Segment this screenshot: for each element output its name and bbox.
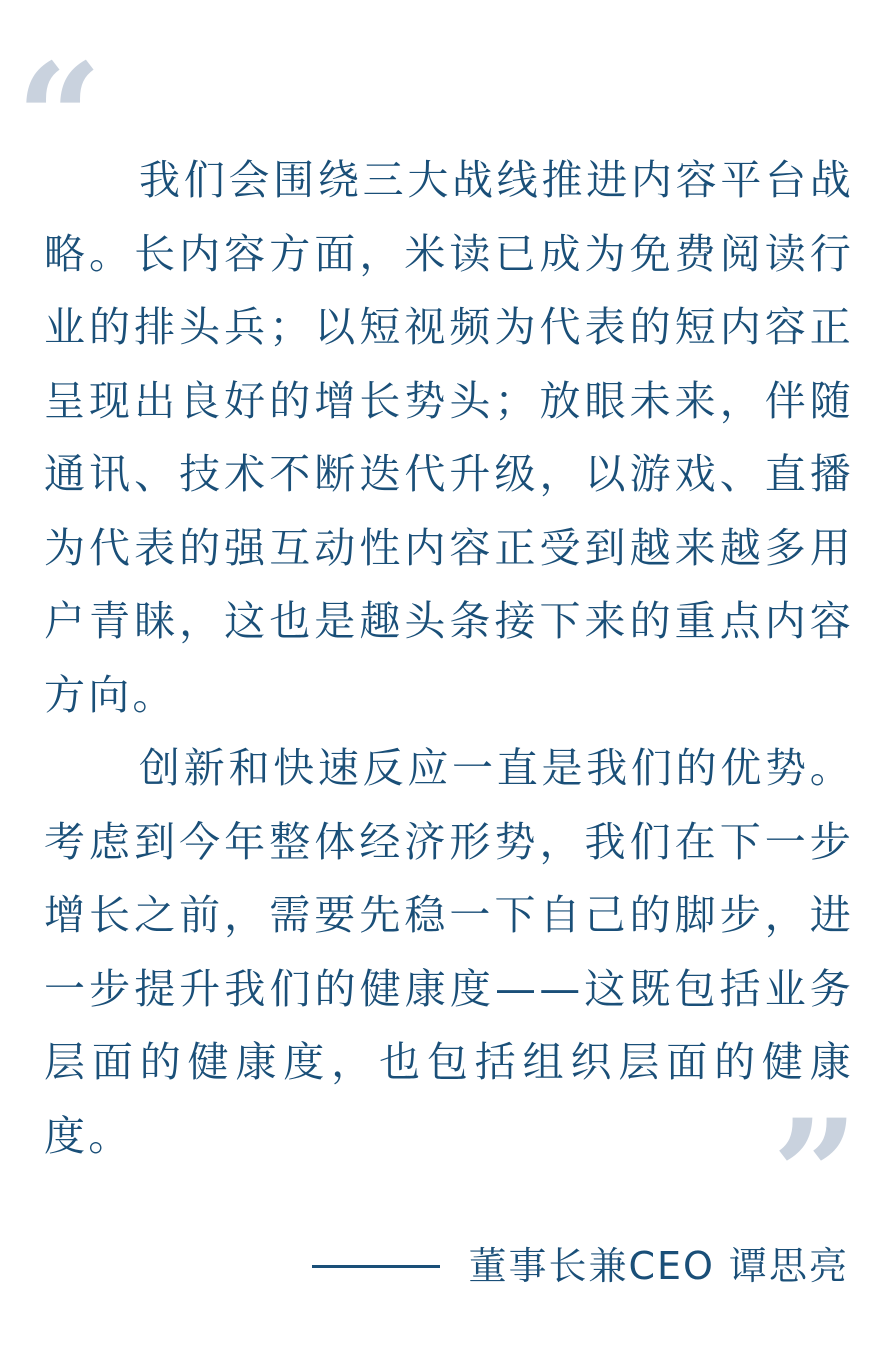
paragraph-1: 我们会围绕三大战线推进内容平台战略。长内容方面，米读已成为免费阅读行业的排头兵；以短视频为代表的短内容正呈现出良好的增长势头；放眼未来，伴随通讯、技术不断迭代升级，以游戏、直播为代表的强互动性内容正受到越来越多用户青睐，这也是趣头条接下来的重点内容方向。 xyxy=(44,156,854,719)
quote-body xyxy=(44,144,854,1173)
attribution-dash xyxy=(312,1265,440,1268)
attribution xyxy=(312,1236,849,1296)
attribution-title: 董事长兼CEO 谭思亮 xyxy=(468,1244,849,1288)
close-quote-icon: ” xyxy=(772,1087,841,1263)
open-quote-icon: “ xyxy=(16,31,85,207)
paragraph-2: 创新和快速反应一直是我们的优势。考虑到今年整体经济形势，我们在下一步增长之前，需要先稳一下自己的脚步，进一步提升我们的健康度——这既包括业务层面的健康度，也包括组织层面的健康度。 xyxy=(44,744,854,1160)
